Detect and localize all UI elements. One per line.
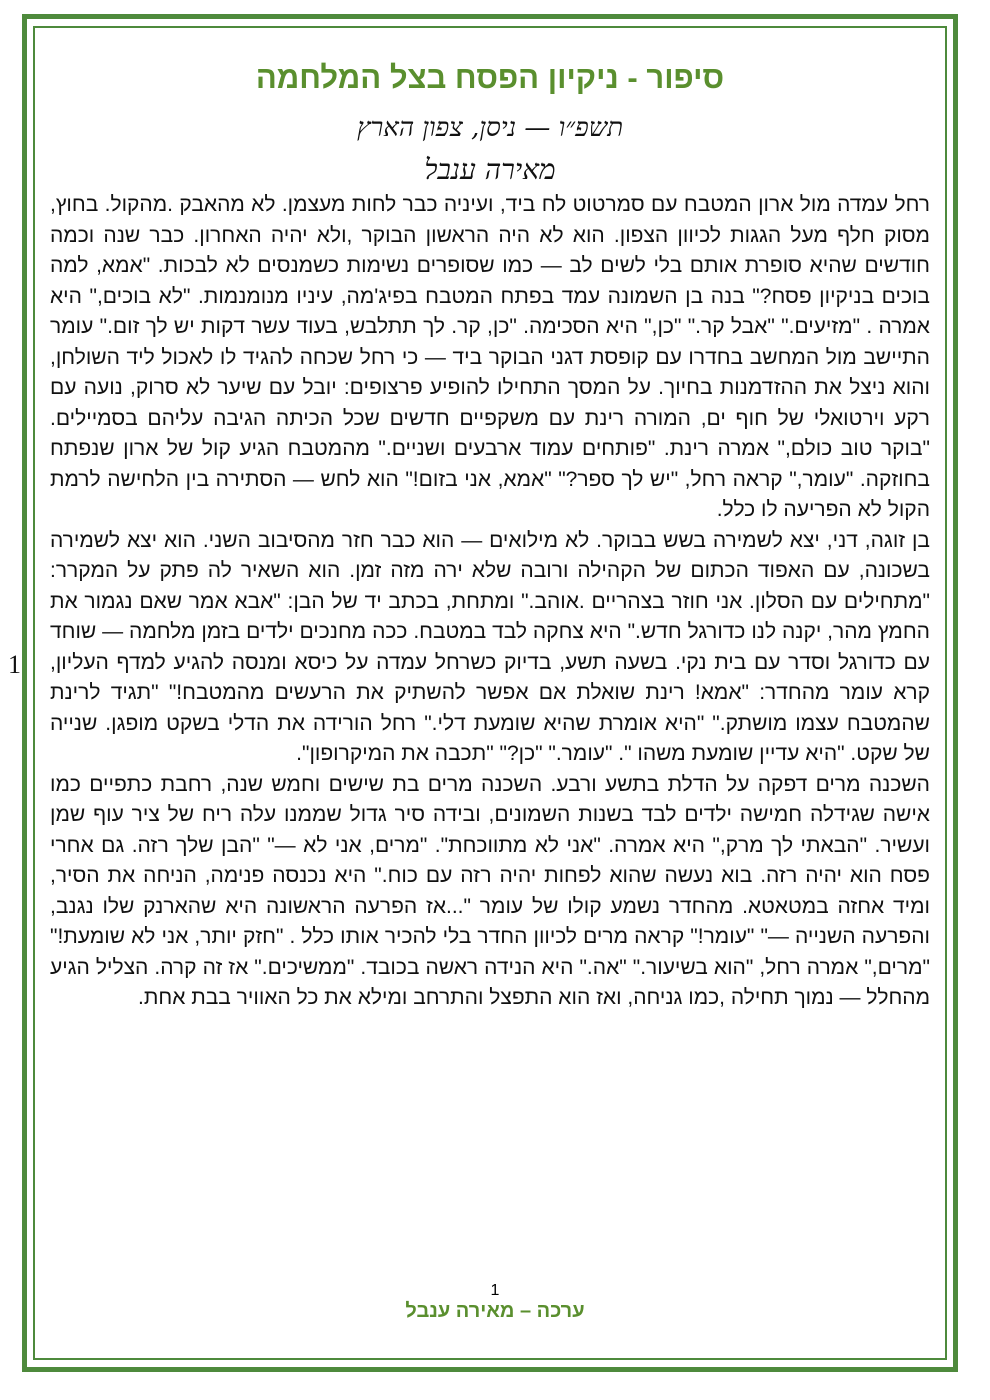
- paragraph: בן זוגה, דני, יצא לשמירה בשש בבוקר. לא מילואים — הוא כבר חזר מהסיבוב השני. הוא יצא לשמירה בשכונה, עם האפוד הכתום של הקהילה ורובה שלא ירה מזה זמן. הוא השאיר לה פתק על המקרר: "מתחילים עם הסלון. אני חוזר בצהריים .אוהב." ומתחת, בכתב יד של הבן: "אבא אמר שאם נגמור את החמץ מהר, יקנה לנו כדורגל חדש." היא צחקה לבד במטבח. ככה מחנכים ילדים בזמן מלחמה — שוחד עם כדורגל וסדר עם בית נקי. בשעה תשע, בדיוק כשרחל עמדה על כיסא ומנסה להגיע למדף העליון, קרא עומר מהחדר: "אמא! רינת שואלת אם אפשר להשתיק את הרעשים מהמטבח!" "תגיד לרינת שהמטבח עצמו מושתק." "היא אומרת שהיא שומעת דלי." רחל הורידה את הדלי בשקט מופגן. שנייה של שקט. "היא עדיין שומעת משהו ". "עומר." "כן?" "תכבה את המיקרופון".: [50, 528, 930, 765]
- margin-number: 1: [8, 650, 21, 679]
- paragraph: רחל עמדה מול ארון המטבח עם סמרטוט לח ביד, ועיניה כבר לחות מעצמן. לא מהאבק .מהקול. בחוץ, מסוק חלף מעל הגגות לכיוון הצפון. הוא לא היה הראשון הבוקר ,ולא יהיה האחרון. כבר שנה וכמה חודשים שהיא סופרת אותם בלי לשים לב — כמו שסופרים נשימות כשמנסים לא לבכות. "אמא, למה בוכים בניקיון פסח?" בנה בן השמונה עמד בפתח המטבח בפיג'מה, עיניו מנומנמות. "לא בוכים," היא אמרה . "מזיעים." "אבל קר." "כן," היא הסכימה. "כן, קר. לך תתלבש, בעוד עשר דקות יש לך זום." עומר התיישב מול המחשב בחדרו עם קופסת דגני הבוקר ביד — כי רחל שכחה להגיד לו לאכול ליד השולחן, והוא ניצל את ההזדמנות בחיוך. על המסך התחילו להופיע פרצופים: יובל עם שיער לא סרוק, נועה עם רקע וירטואלי של חוף ים, המורה רינת עם משקפיים חדשים שכל הכיתה הגיבה עליהם בסמיילים. "בוקר טוב כולם," אמרה רינת. "פותחים עמוד ארבעים ושניים." מהמטבח הגיע קול של ארון שנפתח בחוזקה. "עומר," קראה רחל, "יש לך ספר?" "אמא, אני בזום!" הוא לחש — הסתירה בין הלחישה לרמת הקול לא הפריעה לו כלל.: [50, 193, 930, 521]
- footer-credit: ערכה – מאירה ענבל: [405, 1300, 585, 1322]
- page-number: 1: [490, 1282, 500, 1299]
- story-body: [50, 190, 930, 1014]
- document-page: [45, 50, 935, 1350]
- document-subtitle: תשפ״ו — ניסן, צפון הארץ: [356, 113, 624, 143]
- paragraph: השכנה מרים דפקה על הדלת בתשע ורבע. השכנה מרים בת שישים וחמש שנה, רחבת כתפיים כמו אישה שגידלה חמישה ילדים לבד בשנות השמונים, ובידה סיר גדול שממנו עלה ריח של ציר עוף שמן ועשיר. "הבאתי לך מרק," היא אמרה. "אני לא מתווכחת". "מרים, אני לא —" "הבן שלך רזה. גם אחרי פסח הוא יהיה רזה. בוא נעשה שהוא לפחות יהיה רזה עם כוח." היא נכנסה פנימה, הניחה את הסיר, ומיד אחזה במטאטא. מהחדר נשמע קולו של עומר "...אז הפרעה הראשונה היא שהארנק שלו נגנב, והפרעה השנייה —" "עומר!" קראה מרים לכיוון החדר בלי להכיר אותו כלל . "חזק יותר, אני לא שומעת!" "מרים," אמרה רחל, "הוא בשיעור." "אה." היא הנידה ראשה בכובד. "ממשיכים." אז זה קרה. הצליל הגיע מהחלל — נמוך תחילה ,כמו גניחה, ואז הוא התפצל והתרחב ומילא את כל האוויר בבת אחת.: [50, 772, 930, 1009]
- document-title: סיפור - ניקיון הפסח בצל המלחמה: [255, 60, 725, 95]
- author-name: מאירה ענבל: [424, 153, 556, 186]
